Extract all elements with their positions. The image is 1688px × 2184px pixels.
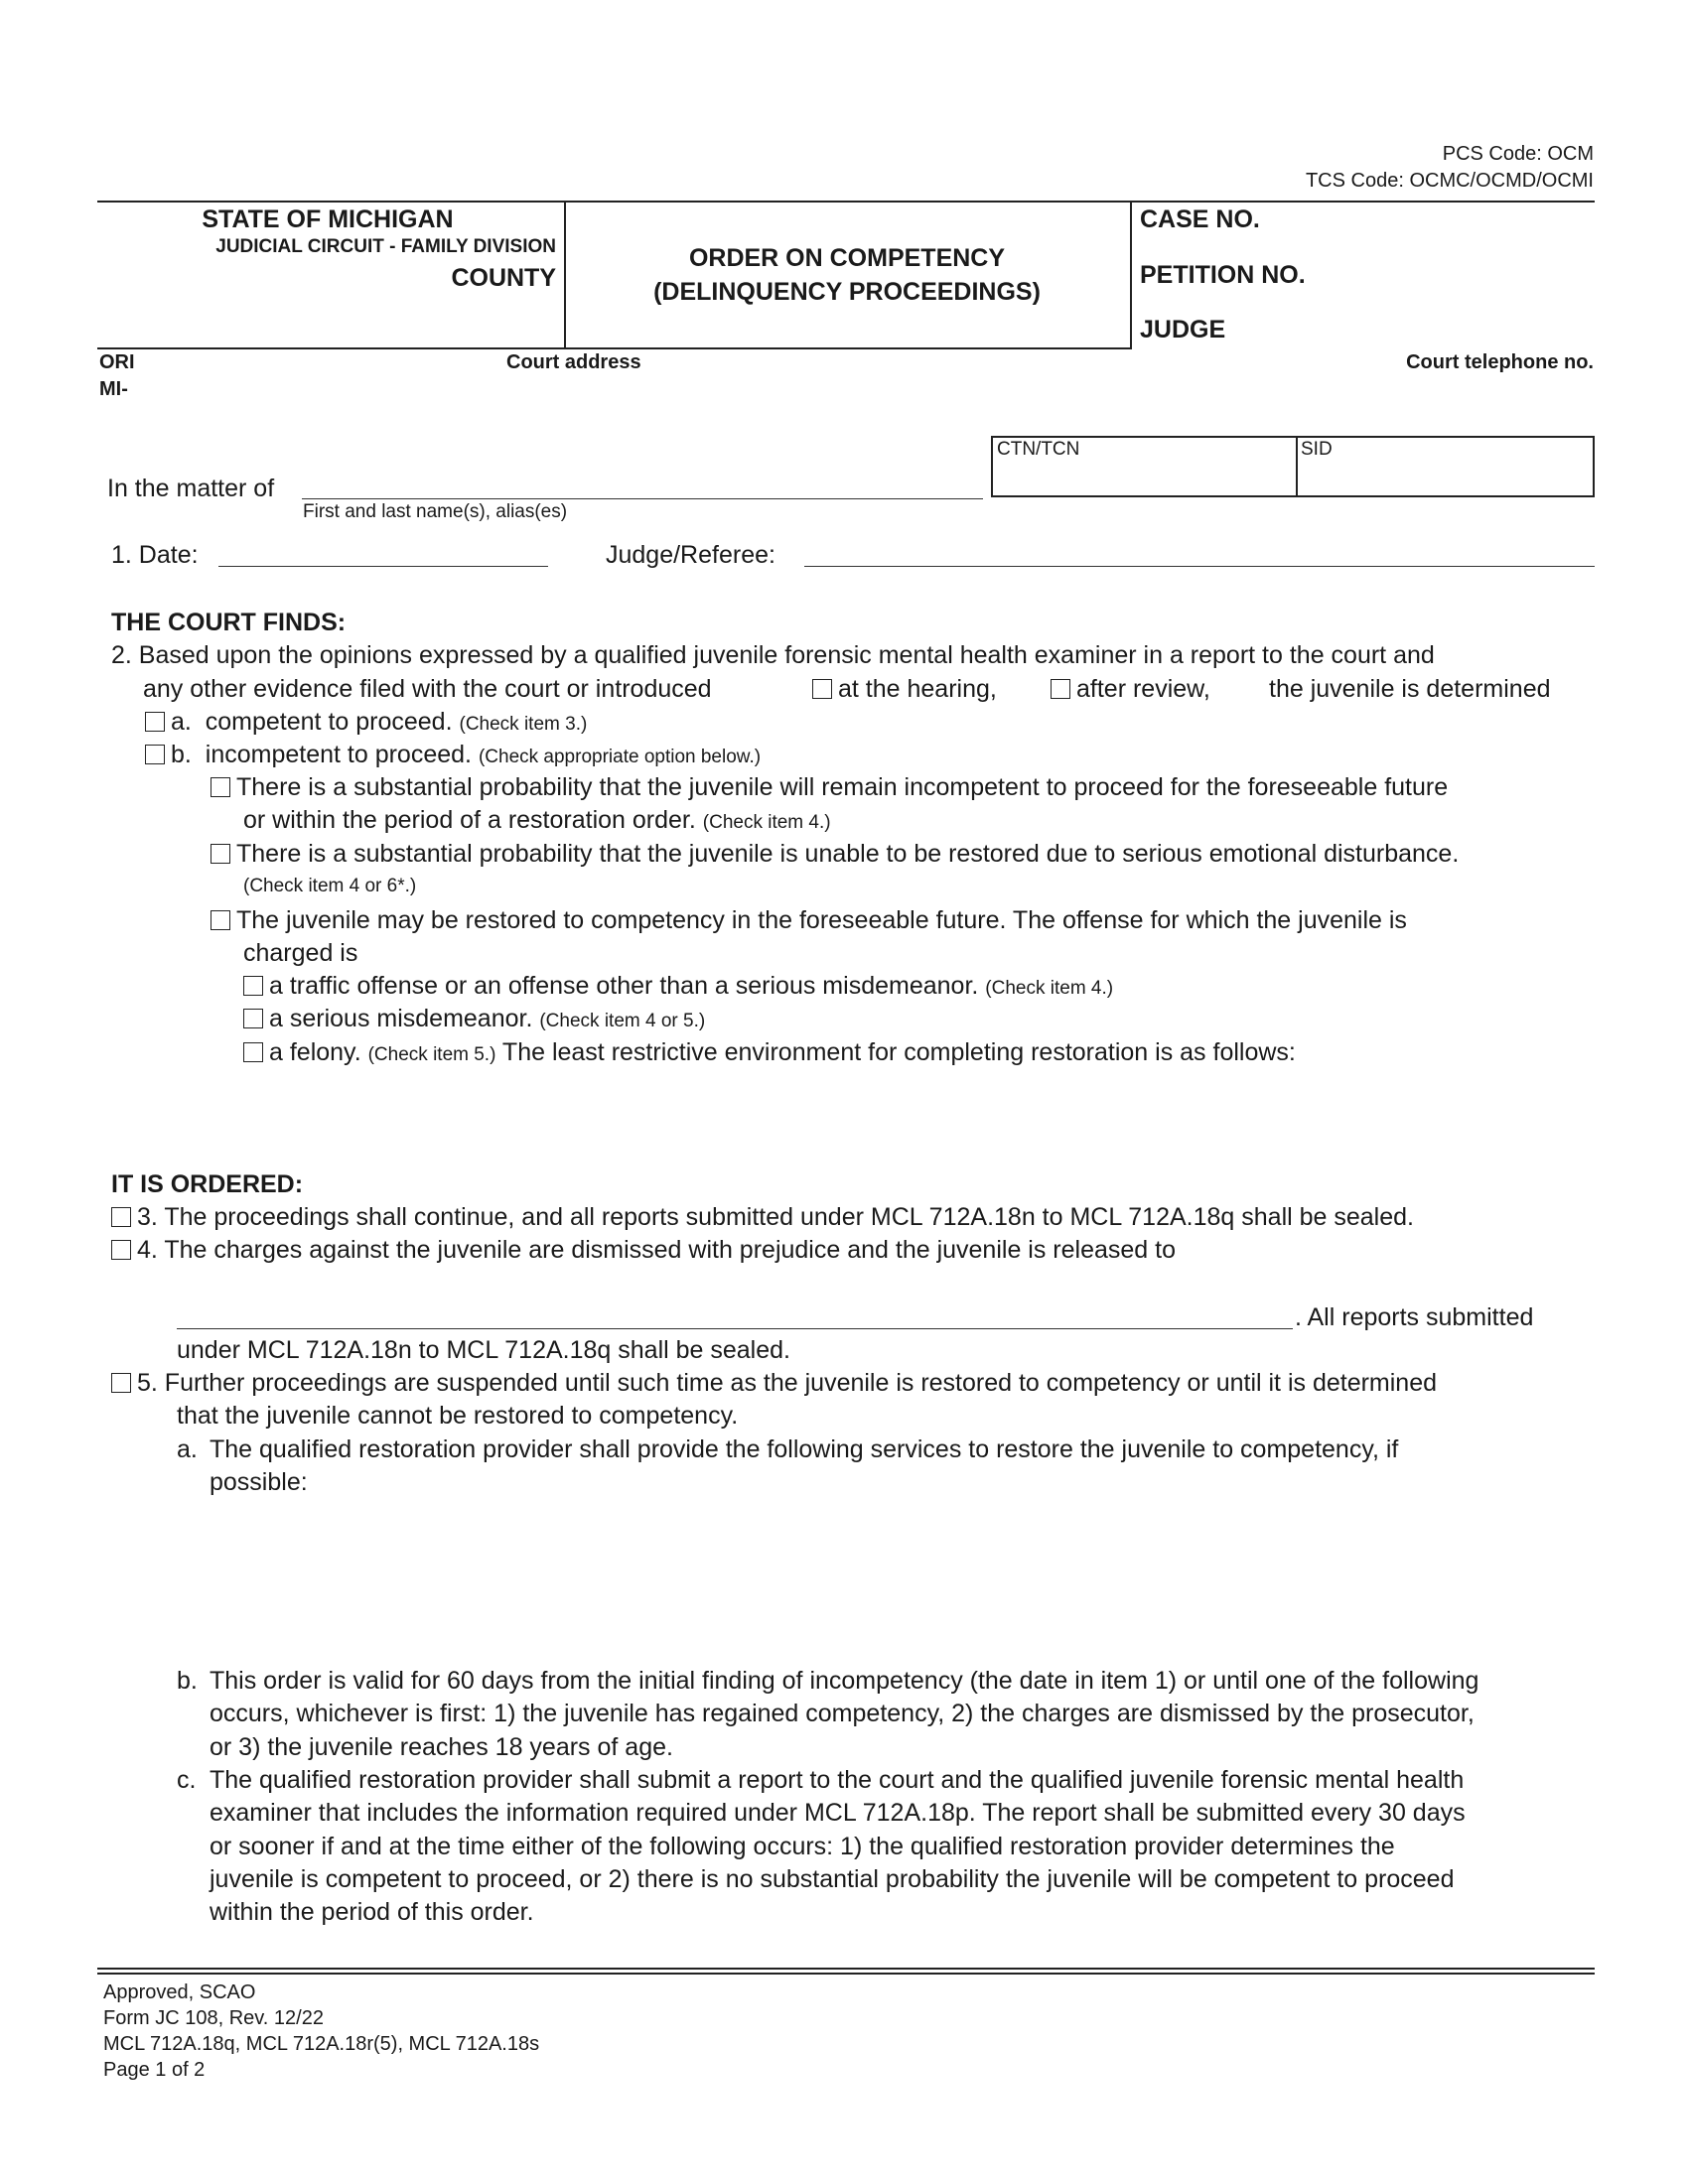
judge-referee-field[interactable] — [804, 566, 1595, 567]
order-item5-checkbox[interactable] — [111, 1373, 131, 1393]
matter-label: In the matter of — [107, 475, 275, 502]
tcs-code: TCS Code: OCMC/OCMD/OCMI — [1305, 170, 1594, 192]
order-5c-line5: within the period of this order. — [210, 1898, 534, 1926]
ctn-tcn-label: CTN/TCN — [997, 439, 1080, 460]
petition-no-label: PETITION NO. — [1140, 261, 1306, 289]
footer-mcl: MCL 712A.18q, MCL 712A.18r(5), MCL 712A.18s — [103, 2033, 540, 2055]
case-no-label: CASE NO. — [1140, 205, 1260, 233]
option-may-be-restored-line2: charged is — [243, 939, 358, 967]
option-emotional-disturbance[interactable]: There is a substantial probability that the juvenile is unable to be restored due to serious emotional disturbance. — [211, 838, 1459, 871]
judge-label: JUDGE — [1140, 316, 1226, 343]
order-item4[interactable]: 4. The charges against the juvenile are dismissed with prejudice and the juvenile is released to — [111, 1234, 1176, 1267]
option-emotional-disturbance-checkbox[interactable] — [211, 844, 230, 864]
court-address-label: Court address — [506, 351, 641, 373]
charge-traffic-offense-checkbox[interactable] — [243, 976, 263, 996]
charge-serious-misdemeanor[interactable]: a serious misdemeanor. (Check item 4 or 5.) — [243, 1003, 705, 1037]
charge-serious-misdemeanor-checkbox[interactable] — [243, 1009, 263, 1028]
released-to-field[interactable] — [177, 1328, 1293, 1329]
order-5b-label: b. — [177, 1667, 198, 1695]
order-5b-line3: or 3) the juvenile reaches 18 years of age. — [210, 1733, 673, 1761]
order-5c-line3: or sooner if and at the time either of the following occurs: 1) the qualified restoration provider determines the — [210, 1833, 1395, 1860]
order-item3-checkbox[interactable] — [111, 1207, 131, 1227]
after-review-checkbox[interactable] — [1051, 679, 1070, 699]
matter-sublabel: First and last name(s), alias(es) — [303, 501, 568, 522]
item2-line1: 2. Based upon the opinions expressed by a qualified juvenile forensic mental health examiner in a report to the court and — [111, 641, 1435, 669]
finding-b[interactable]: b. incompetent to proceed. (Check appropriate option below.) — [145, 739, 761, 773]
charge-felony[interactable]: a felony. (Check item 5.) The least restrictive environment for completing restoration is as follows: — [243, 1036, 1296, 1071]
order-5b-line2: occurs, whichever is first: 1) the juvenile has regained competency, 2) the charges are dismissed by the prosecutor, — [210, 1700, 1475, 1727]
after-review-option[interactable]: after review, — [1051, 673, 1210, 706]
sid-label: SID — [1301, 439, 1333, 460]
determined-text: the juvenile is determined — [1269, 675, 1551, 703]
order-5a-label: a. — [177, 1435, 198, 1463]
judge-referee-label: Judge/Referee: — [606, 541, 775, 569]
order-5a-line2: possible: — [210, 1468, 308, 1496]
option-emotional-disturbance-note: (Check item 4 or 6*.) — [243, 876, 417, 896]
order-item5[interactable]: 5. Further proceedings are suspended until such time as the juvenile is restored to competency or until it is determined — [111, 1367, 1437, 1400]
order-5c-line4: juvenile is competent to proceed, or 2) there is no substantial probability the juvenile will be competent to proceed — [210, 1865, 1455, 1893]
order-item3[interactable]: 3. The proceedings shall continue, and all reports submitted under MCL 712A.18n to MCL 712A.18q shall be sealed. — [111, 1201, 1414, 1234]
ctn-sid-box — [991, 436, 1595, 497]
date-label: 1. Date: — [111, 541, 199, 569]
order-item4-tail: . All reports submitted — [1295, 1303, 1534, 1331]
county-label: COUNTY — [451, 264, 556, 292]
court-telephone-label: Court telephone no. — [1406, 351, 1594, 373]
finding-a[interactable]: a. competent to proceed. (Check item 3.) — [145, 706, 587, 741]
charge-traffic-offense[interactable]: a traffic offense or an offense other than a serious misdemeanor. (Check item 4.) — [243, 970, 1113, 1005]
finding-b-checkbox[interactable] — [145, 745, 165, 764]
order-5c-line2: examiner that includes the information required under MCL 712A.18p. The report shall be submitted every 30 days — [210, 1799, 1466, 1827]
date-field[interactable] — [218, 566, 548, 567]
order-5c-label: c. — [177, 1766, 197, 1794]
option-remain-incompetent[interactable]: There is a substantial probability that the juvenile will remain incompetent to proceed for the foreseeable future — [211, 771, 1448, 804]
footer-form-number: Form JC 108, Rev. 12/22 — [103, 2007, 324, 2029]
order-5a-line1: The qualified restoration provider shall provide the following services to restore the juvenile to competency, if — [210, 1435, 1399, 1463]
it-is-ordered-heading: IT IS ORDERED: — [111, 1170, 304, 1198]
at-hearing-option[interactable]: at the hearing, — [812, 673, 997, 706]
finding-a-checkbox[interactable] — [145, 712, 165, 732]
footer-page: Page 1 of 2 — [103, 2059, 206, 2081]
option-may-be-restored-checkbox[interactable] — [211, 910, 230, 930]
order-5b-line1: This order is valid for 60 days from the initial finding of incompetency (the date in item 1) or until one of the following — [210, 1667, 1479, 1695]
state-name: STATE OF MICHIGAN — [202, 205, 454, 233]
matter-name-field[interactable] — [302, 498, 983, 499]
order-item4-checkbox[interactable] — [111, 1240, 131, 1260]
at-hearing-checkbox[interactable] — [812, 679, 832, 699]
option-remain-incompetent-line2: or within the period of a restoration order. (Check item 4.) — [243, 806, 831, 834]
court-finds-heading: THE COURT FINDS: — [111, 609, 347, 636]
option-may-be-restored[interactable]: The juvenile may be restored to competency in the foreseeable future. The offense for which the juvenile is — [211, 904, 1407, 937]
option-remain-incompetent-checkbox[interactable] — [211, 777, 230, 797]
ori-label: ORI — [99, 351, 135, 373]
charge-felony-checkbox[interactable] — [243, 1042, 263, 1062]
footer-approved: Approved, SCAO — [103, 1981, 256, 2003]
order-5c-line1: The qualified restoration provider shall submit a report to the court and the qualified juvenile forensic mental health — [210, 1766, 1465, 1794]
judicial-circuit: JUDICIAL CIRCUIT - FAMILY DIVISION — [215, 236, 556, 257]
item2-line2: any other evidence filed with the court or introduced — [143, 675, 712, 703]
order-item5-line2: that the juvenile cannot be restored to competency. — [177, 1402, 739, 1430]
pcs-code: PCS Code: OCM — [1442, 143, 1594, 165]
form-title-line1: ORDER ON COMPETENCY — [688, 244, 1006, 272]
mi-label: MI- — [99, 378, 128, 400]
form-title-line2: (DELINQUENCY PROCEEDINGS) — [653, 278, 1041, 306]
order-item4-line3: under MCL 712A.18n to MCL 712A.18q shall be sealed. — [177, 1336, 790, 1364]
